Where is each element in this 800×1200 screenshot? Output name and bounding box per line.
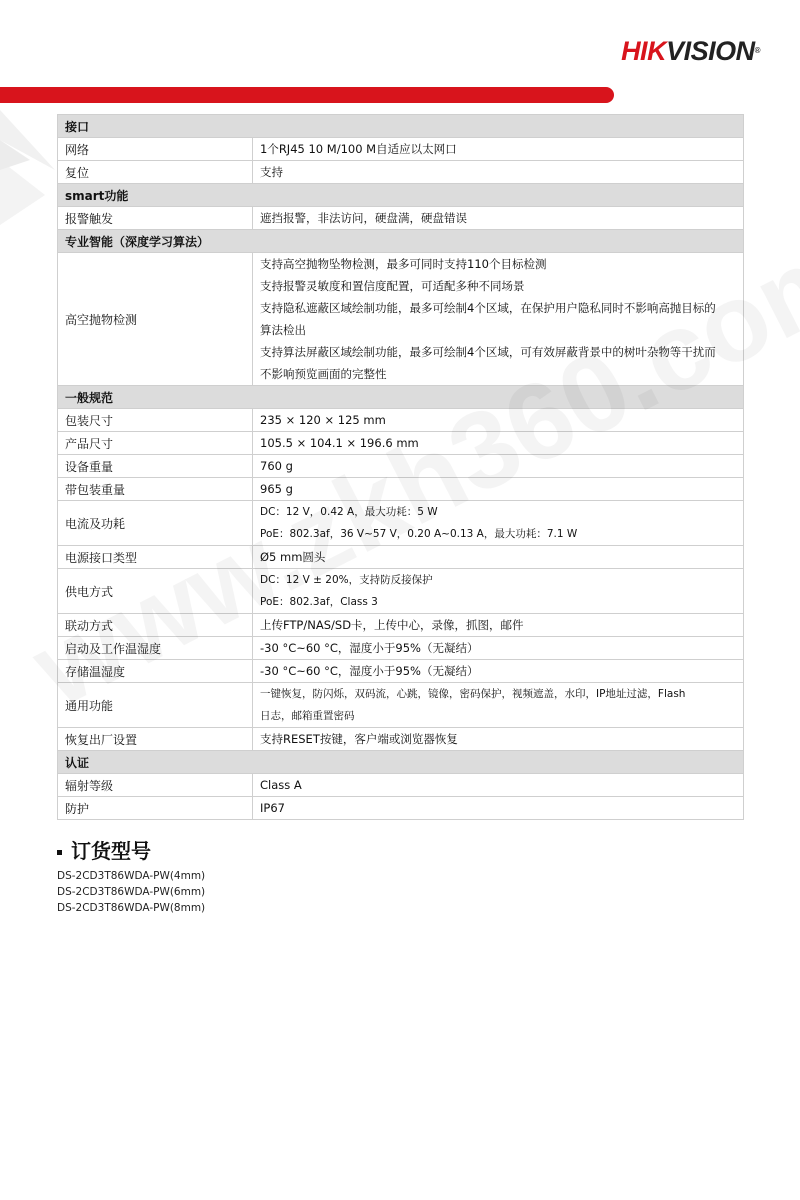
spec-value — [253, 683, 744, 728]
logo-part-red: HIK — [621, 36, 667, 66]
spec-value — [253, 797, 744, 820]
spec-value — [253, 660, 744, 683]
spec-value — [253, 455, 744, 478]
section-header — [58, 751, 744, 774]
spec-label: 防护 — [58, 797, 253, 820]
spec-row — [58, 637, 744, 660]
spec-row — [58, 478, 744, 501]
spec-row — [58, 501, 744, 546]
spec-value-line: IP67 — [260, 801, 285, 815]
bullet-icon — [57, 850, 62, 855]
spec-row — [58, 728, 744, 751]
spec-value-line: 支持高空抛物坠物检测，最多可同时支持110个目标检测 — [260, 257, 547, 271]
section-title: 一般规范 — [58, 386, 744, 409]
spec-row — [58, 797, 744, 820]
order-title — [57, 838, 205, 864]
spec-value-line: 支持隐私遮蔽区域绘制功能，最多可绘制4个区域，在保护用户隐私同时不影响高抛目标的 — [260, 301, 716, 315]
section-header — [58, 230, 744, 253]
order-title-text: 订货型号 — [71, 839, 151, 863]
spec-value-line: PoE：802.3af，36 V~57 V，0.20 A~0.13 A，最大功耗：7.1 W — [260, 528, 578, 540]
spec-value — [253, 501, 744, 546]
spec-value-line: 遮挡报警，非法访问，硬盘满，硬盘错误 — [260, 211, 467, 225]
model-item: DS-2CD3T86WDA-PW(4mm) — [57, 870, 206, 882]
spec-value — [253, 138, 744, 161]
spec-label: 通用功能 — [58, 683, 253, 728]
spec-label: 恢复出厂设置 — [58, 728, 253, 751]
spec-value-line: 上传FTP/NAS/SD卡，上传中心，录像，抓图，邮件 — [260, 618, 524, 632]
spec-row — [58, 207, 744, 230]
spec-row — [58, 546, 744, 569]
hikvision-logo — [621, 36, 760, 66]
spec-value-line: 支持报警灵敏度和置信度配置，可适配多种不同场景 — [260, 279, 525, 293]
spec-label: 启动及工作温湿度 — [58, 637, 253, 660]
corner-decoration-icon — [0, 100, 60, 230]
spec-row — [58, 138, 744, 161]
spec-value-line: 760 g — [260, 459, 293, 473]
spec-value — [253, 478, 744, 501]
header-red-bar — [0, 87, 614, 103]
spec-value-line: 支持算法屏蔽区域绘制功能，最多可绘制4个区域，可有效屏蔽背景中的树叶杂物等干扰而 — [260, 345, 716, 359]
model-item: DS-2CD3T86WDA-PW(8mm) — [57, 902, 206, 914]
spec-label: 复位 — [58, 161, 253, 184]
spec-value-line: 算法检出 — [260, 323, 306, 337]
spec-row — [58, 569, 744, 614]
spec-value-line: 不影响预览画面的完整性 — [260, 367, 387, 381]
spec-label: 报警触发 — [58, 207, 253, 230]
spec-row — [58, 660, 744, 683]
spec-value-line: -30 °C~60 °C，湿度小于95%（无凝结） — [260, 641, 479, 655]
section-header — [58, 184, 744, 207]
section-title: 专业智能（深度学习算法） — [58, 230, 744, 253]
spec-value-line: 105.5 × 104.1 × 196.6 mm — [260, 436, 419, 450]
spec-value-line: PoE：802.3af，Class 3 — [260, 596, 378, 608]
model-item: DS-2CD3T86WDA-PW(6mm) — [57, 886, 206, 898]
spec-value-line: Class A — [260, 778, 302, 792]
spec-row — [58, 683, 744, 728]
spec-label: 带包装重量 — [58, 478, 253, 501]
spec-value — [253, 614, 744, 637]
spec-value — [253, 207, 744, 230]
spec-row — [58, 614, 744, 637]
spec-value-line: 一键恢复，防闪烁，双码流，心跳，镜像，密码保护，视频遮盖，水印，IP地址过滤，Flash — [260, 688, 686, 700]
spec-row — [58, 161, 744, 184]
spec-label: 存储温湿度 — [58, 660, 253, 683]
logo-registered-mark: ® — [754, 46, 760, 55]
spec-value — [253, 432, 744, 455]
spec-value-line: 1个RJ45 10 M/100 M自适应以太网口 — [260, 142, 457, 156]
spec-label: 包装尺寸 — [58, 409, 253, 432]
spec-label: 辐射等级 — [58, 774, 253, 797]
section-header — [58, 115, 744, 138]
section-title: 接口 — [58, 115, 744, 138]
spec-table — [57, 114, 744, 820]
spec-value-line: -30 °C~60 °C，湿度小于95%（无凝结） — [260, 664, 479, 678]
spec-label: 供电方式 — [58, 569, 253, 614]
spec-value — [253, 728, 744, 751]
spec-value-line: 965 g — [260, 482, 293, 496]
spec-value-line: Ø5 mm圆头 — [260, 550, 326, 564]
spec-value-line: DC：12 V，0.42 A，最大功耗：5 W — [260, 506, 438, 518]
spec-value — [253, 546, 744, 569]
spec-row — [58, 253, 744, 386]
spec-value — [253, 637, 744, 660]
logo-part-dark: VISION — [666, 36, 755, 66]
spec-value-line: DC：12 V ± 20%，支持防反接保护 — [260, 574, 433, 586]
section-header — [58, 386, 744, 409]
spec-label: 电源接口类型 — [58, 546, 253, 569]
order-section — [57, 838, 205, 916]
spec-value-line: 支持RESET按键，客户端或浏览器恢复 — [260, 732, 458, 746]
spec-row — [58, 455, 744, 478]
spec-row — [58, 409, 744, 432]
section-title: 认证 — [58, 751, 744, 774]
spec-label: 网络 — [58, 138, 253, 161]
spec-value — [253, 409, 744, 432]
section-title: smart功能 — [58, 184, 744, 207]
spec-value — [253, 774, 744, 797]
spec-value-line: 支持 — [260, 165, 283, 179]
spec-value — [253, 253, 744, 386]
spec-value-line: 235 × 120 × 125 mm — [260, 413, 386, 427]
spec-row — [58, 432, 744, 455]
model-list — [57, 868, 205, 916]
spec-label: 产品尺寸 — [58, 432, 253, 455]
spec-value — [253, 161, 744, 184]
spec-value — [253, 569, 744, 614]
spec-label: 设备重量 — [58, 455, 253, 478]
spec-value-line: 日志，邮箱重置密码 — [260, 710, 355, 722]
spec-label: 电流及功耗 — [58, 501, 253, 546]
spec-row — [58, 774, 744, 797]
spec-label: 联动方式 — [58, 614, 253, 637]
spec-label: 高空抛物检测 — [58, 253, 253, 386]
